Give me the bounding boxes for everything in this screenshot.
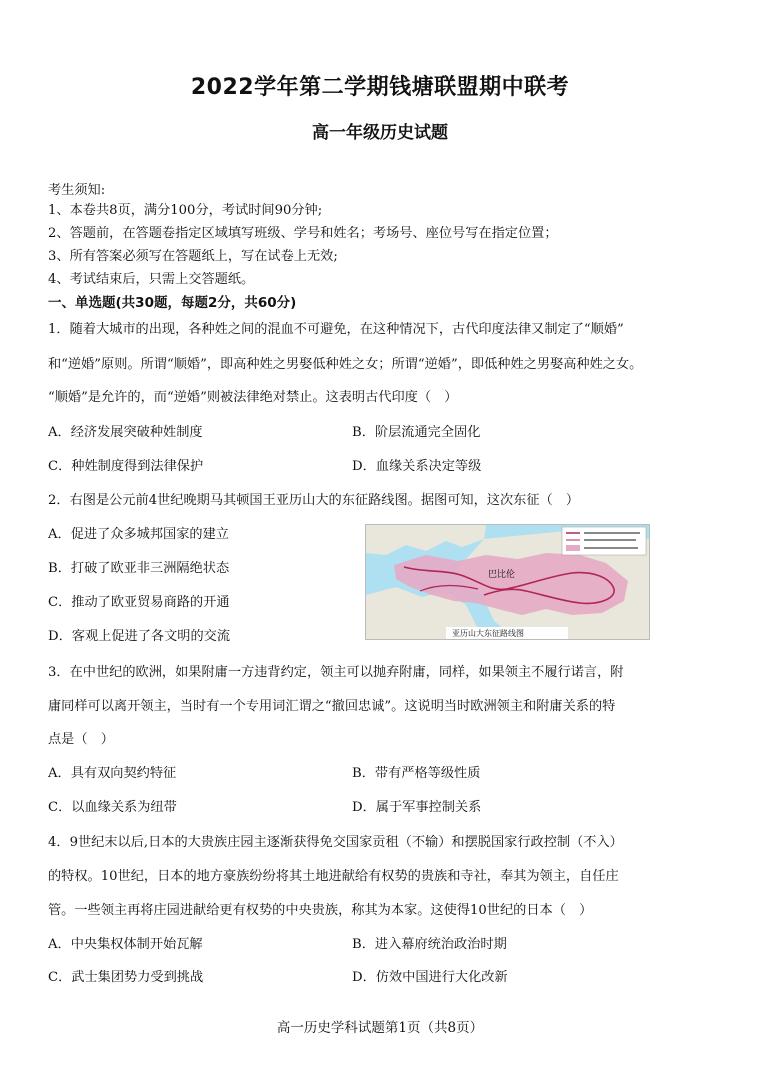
map-legend-swatch (566, 545, 580, 551)
map-caption: 亚历山大东征路线图 (452, 629, 524, 638)
option-a[interactable]: A．经济发展突破种姓制度 (48, 425, 203, 440)
page-footer: 高一历史学科试题第1页（共8页） (276, 1020, 484, 1036)
option-d[interactable]: D．仿效中国进行大化改新 (352, 970, 508, 985)
option-b[interactable]: B．打破了欧亚非三洲隔绝状态 (48, 561, 230, 576)
question-text-line: 3．在中世纪的欧洲，如果附庸一方违背约定，领主可以抛弃附庸，同样，如果领主不履行诺言，附 (48, 665, 624, 680)
question-text-line: 2．右图是公元前4世纪晚期马其顿国王亚历山大的东征路线图。据图可知，这次东征（ ） (48, 493, 580, 508)
question-text-line: 4．9世纪末以后,日本的大贵族庄园主逐渐获得免交国家贡租（不输）和摆脱国家行政控制（不入） (48, 835, 623, 850)
option-d[interactable]: D．血缘关系决定等级 (352, 459, 482, 474)
exam-subtitle: 高一年级历史试题 (312, 123, 448, 143)
question-text-line: “顺婚”是允许的，而“逆婚”则被法律绝对禁止。这表明古代印度（ ） (48, 390, 458, 405)
notice-item: 4、考试结束后，只需上交答题纸。 (48, 272, 255, 287)
notice-heading: 考生须知: (48, 183, 106, 198)
question-text-line: 庸同样可以离开领主，当时有一个专用词汇谓之“撤回忠诚”。这说明当时欧洲领主和附庸关系的特 (48, 699, 616, 714)
section-heading: 一、单选题(共30题，每题2分，共60分) (48, 295, 297, 311)
option-a[interactable]: A．中央集权体制开始瓦解 (48, 937, 203, 952)
option-d[interactable]: D．属于军事控制关系 (352, 800, 482, 815)
option-b[interactable]: B．阶层流通完全固化 (352, 425, 481, 440)
notice-item: 3、所有答案必须写在答题纸上，写在试卷上无效; (48, 249, 338, 264)
notice-item: 1、本卷共8页，满分100分，考试时间90分钟; (48, 203, 323, 218)
option-c[interactable]: C．武士集团势力受到挑战 (48, 970, 204, 985)
option-a[interactable]: A．具有双向契约特征 (48, 766, 177, 781)
option-b[interactable]: B．进入幕府统治政治时期 (352, 937, 507, 952)
map-label-babylon: 巴比伦 (488, 570, 516, 580)
option-d[interactable]: D．客观上促进了各文明的交流 (48, 629, 231, 644)
question-text-line: 点是（ ） (48, 732, 114, 747)
option-c[interactable]: C．推动了欧亚贸易商路的开通 (48, 595, 230, 610)
question-text-line: 的特权。10世纪，日本的地方豪族纷纷将其土地进献给有权势的贵族和寺社，奉其为领主，自任庄 (48, 869, 619, 884)
option-b[interactable]: B．带有严格等级性质 (352, 766, 481, 781)
option-a[interactable]: A．促进了众多城邦国家的建立 (48, 527, 229, 542)
question-text-line: 1．随着大城市的出现，各种姓之间的混血不可避免，在这种情况下，古代印度法律又制定了“顺婚” (48, 322, 624, 337)
alexander-campaign-map (365, 524, 650, 640)
map-graphic (366, 525, 649, 639)
option-c[interactable]: C．以血缘关系为纽带 (48, 800, 177, 815)
notice-item: 2、答题前，在答题卷指定区域填写班级、学号和姓名；考场号、座位号写在指定位置； (48, 226, 558, 241)
exam-title: 2022学年第二学期钱塘联盟期中联考 (190, 75, 570, 100)
question-text-line: 管。一些领主再将庄园进献给更有权势的中央贵族，称其为本家。这使得10世纪的日本（ ） (48, 903, 593, 918)
option-c[interactable]: C．种姓制度得到法律保护 (48, 459, 204, 474)
question-text-line: 和“逆婚”原则。所谓“顺婚”，即高种姓之男娶低种姓之女；所谓“逆婚”，即低种姓之男娶高种姓之女。 (48, 357, 643, 372)
